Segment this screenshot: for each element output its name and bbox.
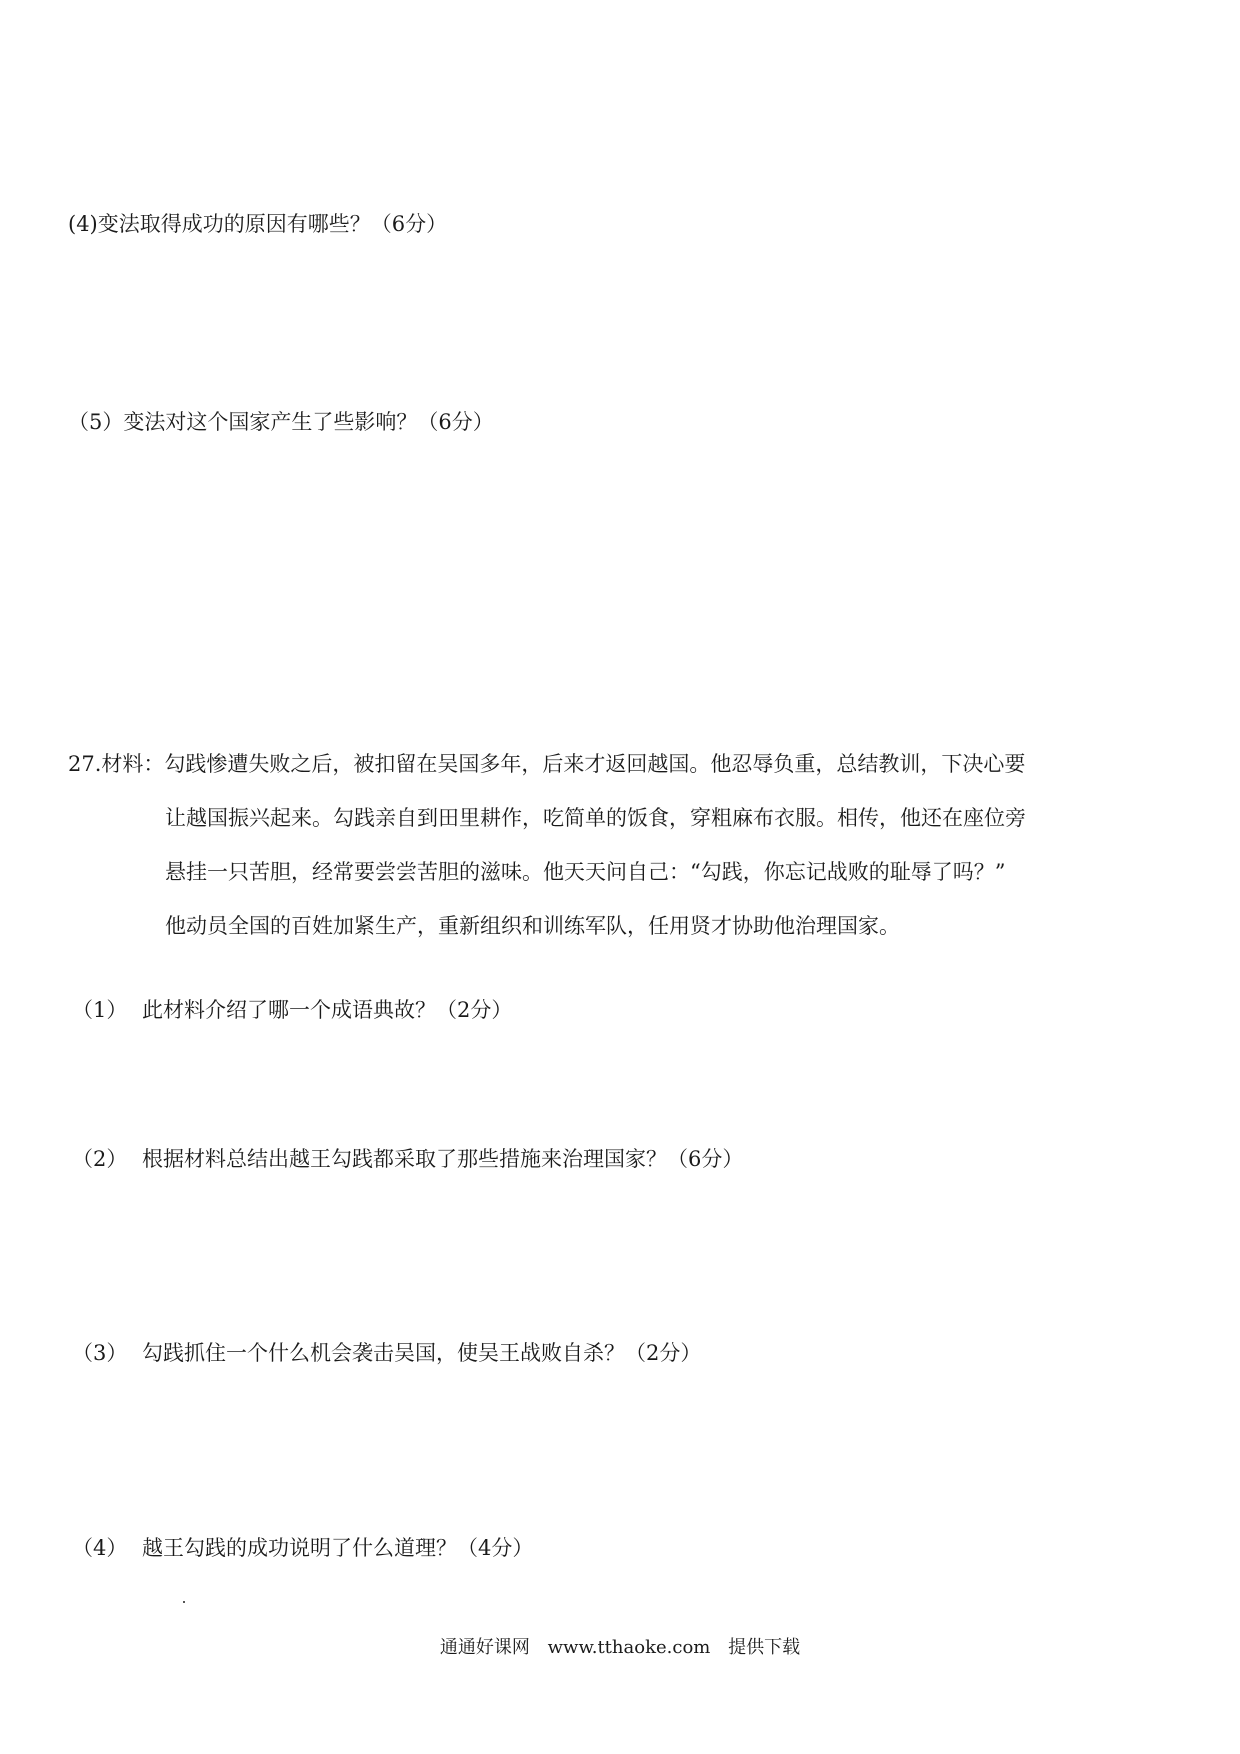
footer-site-name: 通通好课网 <box>439 1637 530 1658</box>
question-number: （3） <box>72 1341 128 1365</box>
q26-sub5-question: （5）变法对这个国家产生了些影响？（6分） <box>68 410 494 434</box>
q26-sub4-question: (4)变法取得成功的原因有哪些？（6分） <box>68 212 448 236</box>
q27-material-line-2: 让越国振兴起来。勾践亲自到田里耕作，吃简单的饭食，穿粗麻布衣服。相传，他还在座位旁 <box>165 806 1026 830</box>
question-number: （2） <box>72 1147 128 1171</box>
footer-suffix: 提供下载 <box>728 1637 801 1658</box>
question-text: 根据材料总结出越王勾践都采取了那些措施来治理国家？（6分） <box>142 1147 744 1171</box>
footer-url[interactable]: www.tthaoke.com <box>547 1637 711 1658</box>
question-number: （4） <box>72 1536 128 1560</box>
scan-speck <box>183 1601 185 1603</box>
q27-material-line-3: 悬挂一只苦胆，经常要尝尝苦胆的滋味。他天天问自己：“勾践，你忘记战败的耻辱了吗？” <box>165 860 1006 884</box>
question-text: 勾践抓住一个什么机会袭击吴国，使吴王战败自杀？（2分） <box>142 1341 702 1365</box>
q27-material-line-1: 27.材料：勾践惨遭失败之后，被扣留在吴国多年，后来才返回越国。他忍辱负重，总结教训，下决心要 <box>68 752 1026 776</box>
question-text: 越王勾践的成功说明了什么道理？（4分） <box>142 1536 534 1560</box>
q27-material-line-4: 他动员全国的百姓加紧生产，重新组织和训练军队，任用贤才协助他治理国家。 <box>165 914 900 938</box>
question-text: 此材料介绍了哪一个成语典故？（2分） <box>142 998 513 1022</box>
question-number: （1） <box>72 998 128 1022</box>
page-footer <box>0 1636 1240 1660</box>
